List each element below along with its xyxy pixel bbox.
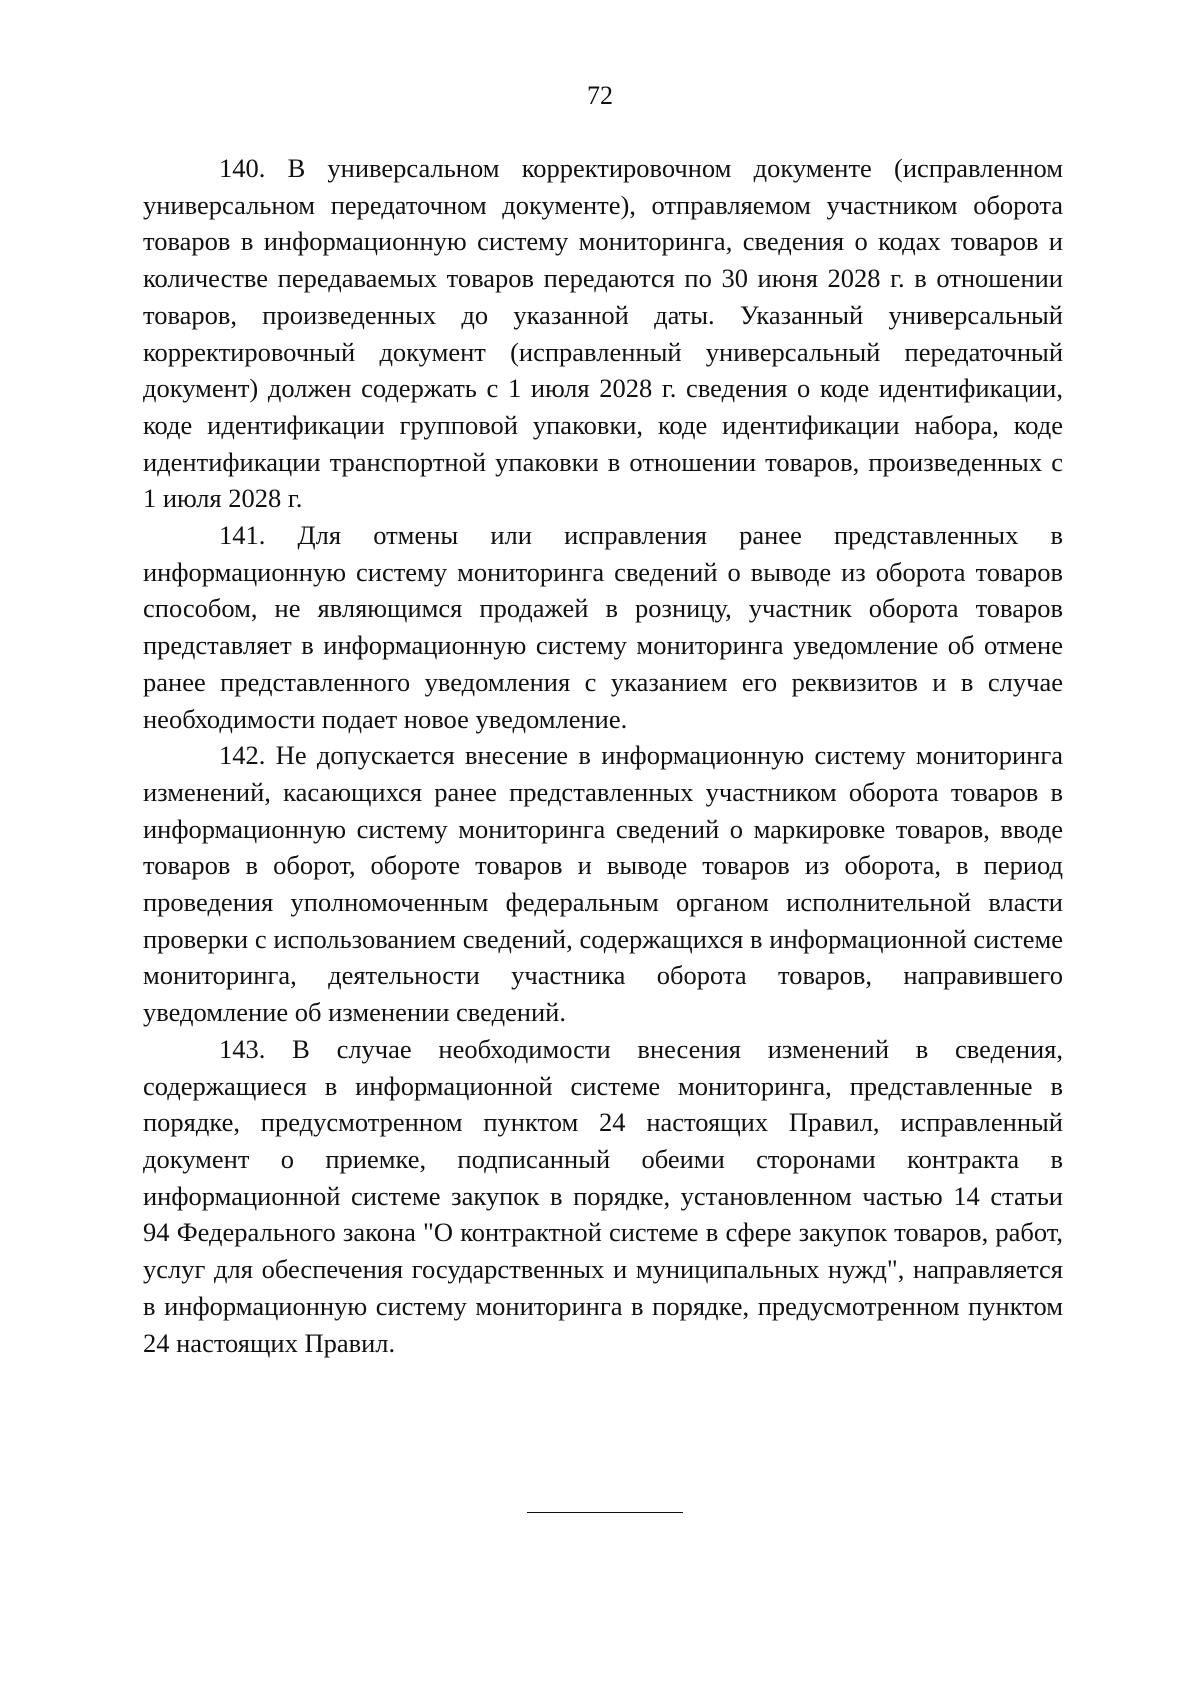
paragraph-143: 143. В случае необходимости внесения изменений в сведения, содержащиеся в информационной системе мониторинга, представленные в порядке, предусмотренном пунктом 24 настоящих Правил, исправленный документ о приемке, подписанный обеими сторонами контракта в информационной системе закупок в порядке, установленном частью 14 статьи 94 Федерального закона "О контрактной системе в сфере закупок товаров, работ, услуг для обеспечения государственных и муниципальных нужд", направляется в информационную систему мониторинга в порядке, предусмотренном пунктом 24 настоящих Правил. (143, 1033, 1063, 1358)
paragraph-142: 142. Не допускается внесение в информационную систему мониторинга изменений, касающихся ранее представленных участником оборота товаров в информационную систему мониторинга сведений о маркировке товаров, вводе товаров в оборот, обороте товаров и выводе товаров из оборота, в период проведения уполномоченным федеральным органом исполнительной власти проверки с использованием сведений, содержащихся в информационной системе мониторинга, деятельности участника оборота товаров, направившего уведомление об изменении сведений. (143, 740, 1063, 1028)
page-number: 72 (587, 81, 613, 110)
document-body (143, 150, 1063, 1361)
end-of-document-rule (527, 1512, 683, 1513)
paragraph-141: 141. Для отмены или исправления ранее представленных в информационную систему мониторинга сведений о выводе из оборота товаров способом, не являющимся продажей в розницу, участник оборота товаров представляет в информационную систему мониторинга уведомление об отмене ранее представленного уведомления с указанием его реквизитов и в случае необходимости подает новое уведомление. (143, 520, 1063, 734)
paragraph-140: 140. В универсальном корректировочном документе (исправленном универсальном передаточном документе), отправляемом участником оборота товаров в информационную систему мониторинга, сведения о кодах товаров и количестве передаваемых товаров передаются по 30 июня 2028 г. в отношении товаров, произведенных до указанной даты. Указанный универсальный корректировочный документ (исправленный универсальный передаточный документ) должен содержать с 1 июля 2028 г. сведения о коде идентификации, коде идентификации групповой упаковки, коде идентификации набора, коде идентификации транспортной упаковки в отношении товаров, произведенных с 1 июля 2028 г. (143, 153, 1063, 514)
